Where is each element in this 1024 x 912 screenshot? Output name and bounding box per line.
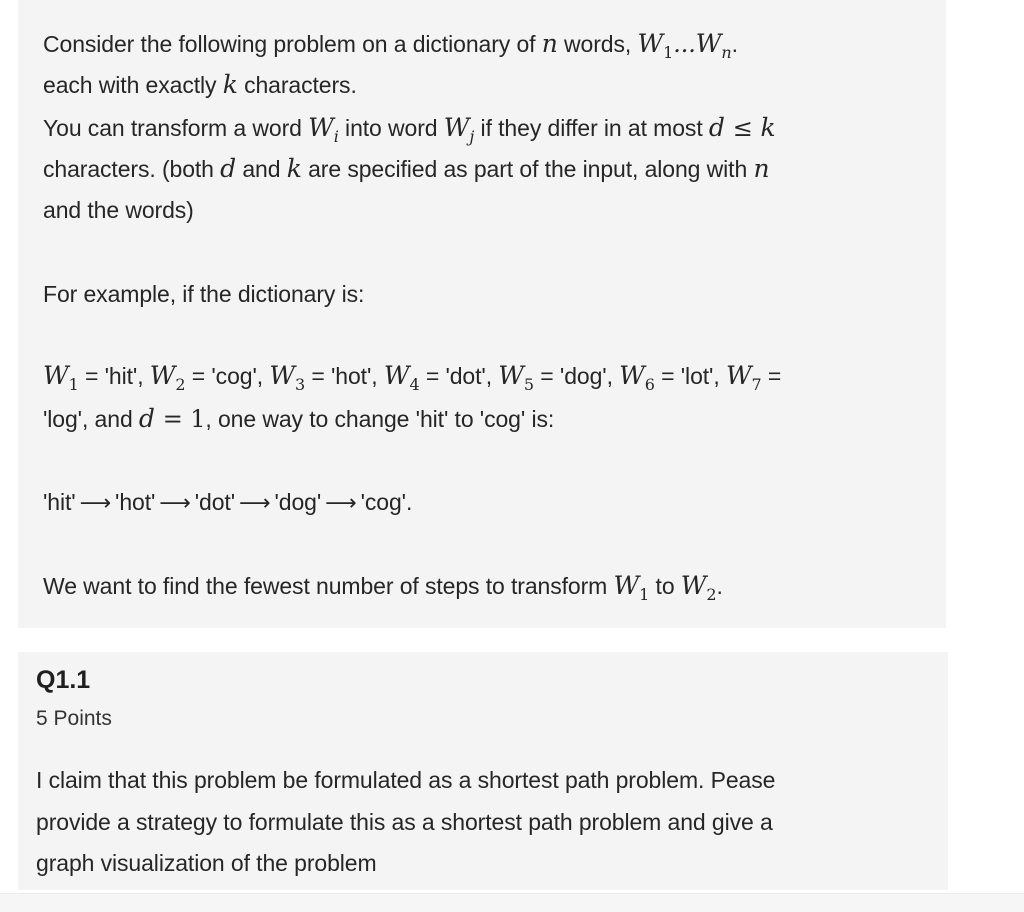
transformation-path (43, 488, 412, 518)
text: . (731, 31, 738, 57)
path-word: 'dog' (274, 489, 322, 515)
text: and (236, 156, 287, 182)
question-title: Q1.1 (36, 666, 91, 694)
question-text-line-3: graph visualization of the problem (36, 850, 377, 876)
example-intro: For example, if the dictionary is: (43, 281, 365, 307)
text: = (761, 363, 782, 389)
text: Consider the following problem on a dictionary of (43, 31, 542, 57)
math-w7: $W_7$ (725, 361, 762, 394)
problem-line-4 (43, 155, 769, 183)
text: characters. (237, 72, 357, 98)
math-w6: $W_6$ (619, 361, 655, 394)
math-n: n (541, 29, 558, 58)
text: into word (338, 115, 444, 141)
question-panel (18, 652, 948, 890)
path-word: 'cog'. (360, 489, 413, 515)
math-w2: $W_2$ (149, 361, 186, 394)
text: characters. (both (43, 156, 221, 182)
math-d-equals-1: d = 1 (138, 404, 206, 433)
math-w5: $W_5$ (498, 361, 534, 394)
path-word: 'dot' (194, 489, 236, 515)
text: = 'cog', (185, 363, 264, 389)
right-arrow-icon: ⟶ (159, 491, 191, 516)
math-w1: $W_1$ (613, 571, 650, 604)
question-points: 5 Points (36, 707, 112, 730)
text: = 'dot', (419, 363, 492, 389)
math-d: d (220, 154, 237, 183)
problem-statement-panel (18, 0, 946, 628)
text: = 'hot', (305, 363, 378, 389)
path-word: 'hit' (43, 489, 76, 515)
text: We want to find the fewest number of steps to transform (43, 573, 614, 599)
math-w1: $W_1$ (43, 361, 79, 394)
text: if they differ in at most (474, 115, 709, 141)
question-text-line-2: provide a strategy to formulate this as a shortest path problem and give a (36, 809, 773, 835)
text: You can transform a word (43, 115, 309, 141)
problem-line-3 (43, 113, 776, 146)
path-word: 'hot' (115, 489, 156, 515)
problem-line-5: and the words) (43, 197, 194, 223)
math-n: n (753, 154, 770, 183)
question-text-line-1: I claim that this problem be formulated as a shortest path problem. Pease (36, 767, 776, 793)
math-w1-to-wn: $W_1...W_n$ (637, 29, 732, 62)
text: = 'hit', (78, 363, 144, 389)
text: words, (557, 31, 638, 57)
right-arrow-icon: ⟶ (325, 491, 357, 516)
math-wi: $W_i$ (308, 113, 339, 146)
math-k: k (222, 70, 238, 99)
math-w2: $W_2$ (680, 571, 717, 604)
text: = 'dog', (534, 363, 613, 389)
text: , one way to change 'hit' to 'cog' is: (205, 406, 555, 432)
dictionary-words-line (43, 361, 782, 394)
text: to (649, 573, 681, 599)
problem-line-2 (43, 71, 357, 99)
dictionary-words-line-2 (43, 405, 554, 433)
problem-line-1 (43, 29, 738, 62)
right-arrow-icon: ⟶ (79, 491, 112, 516)
text: = 'lot', (654, 363, 720, 389)
text: each with exactly (43, 72, 223, 98)
text: are specified as part of the input, along with (301, 156, 754, 182)
math-w4: $W_4$ (383, 361, 420, 394)
text: . (716, 573, 723, 599)
math-k: k (286, 154, 302, 183)
right-arrow-icon: ⟶ (239, 491, 271, 516)
math-wj: $W_j$ (443, 113, 475, 146)
math-w3: $W_3$ (269, 361, 306, 394)
text: 'log', and (43, 406, 139, 432)
bottom-divider (0, 893, 1024, 912)
math-d-leq-k: d ≤ k (708, 113, 776, 142)
goal-statement (43, 571, 723, 604)
